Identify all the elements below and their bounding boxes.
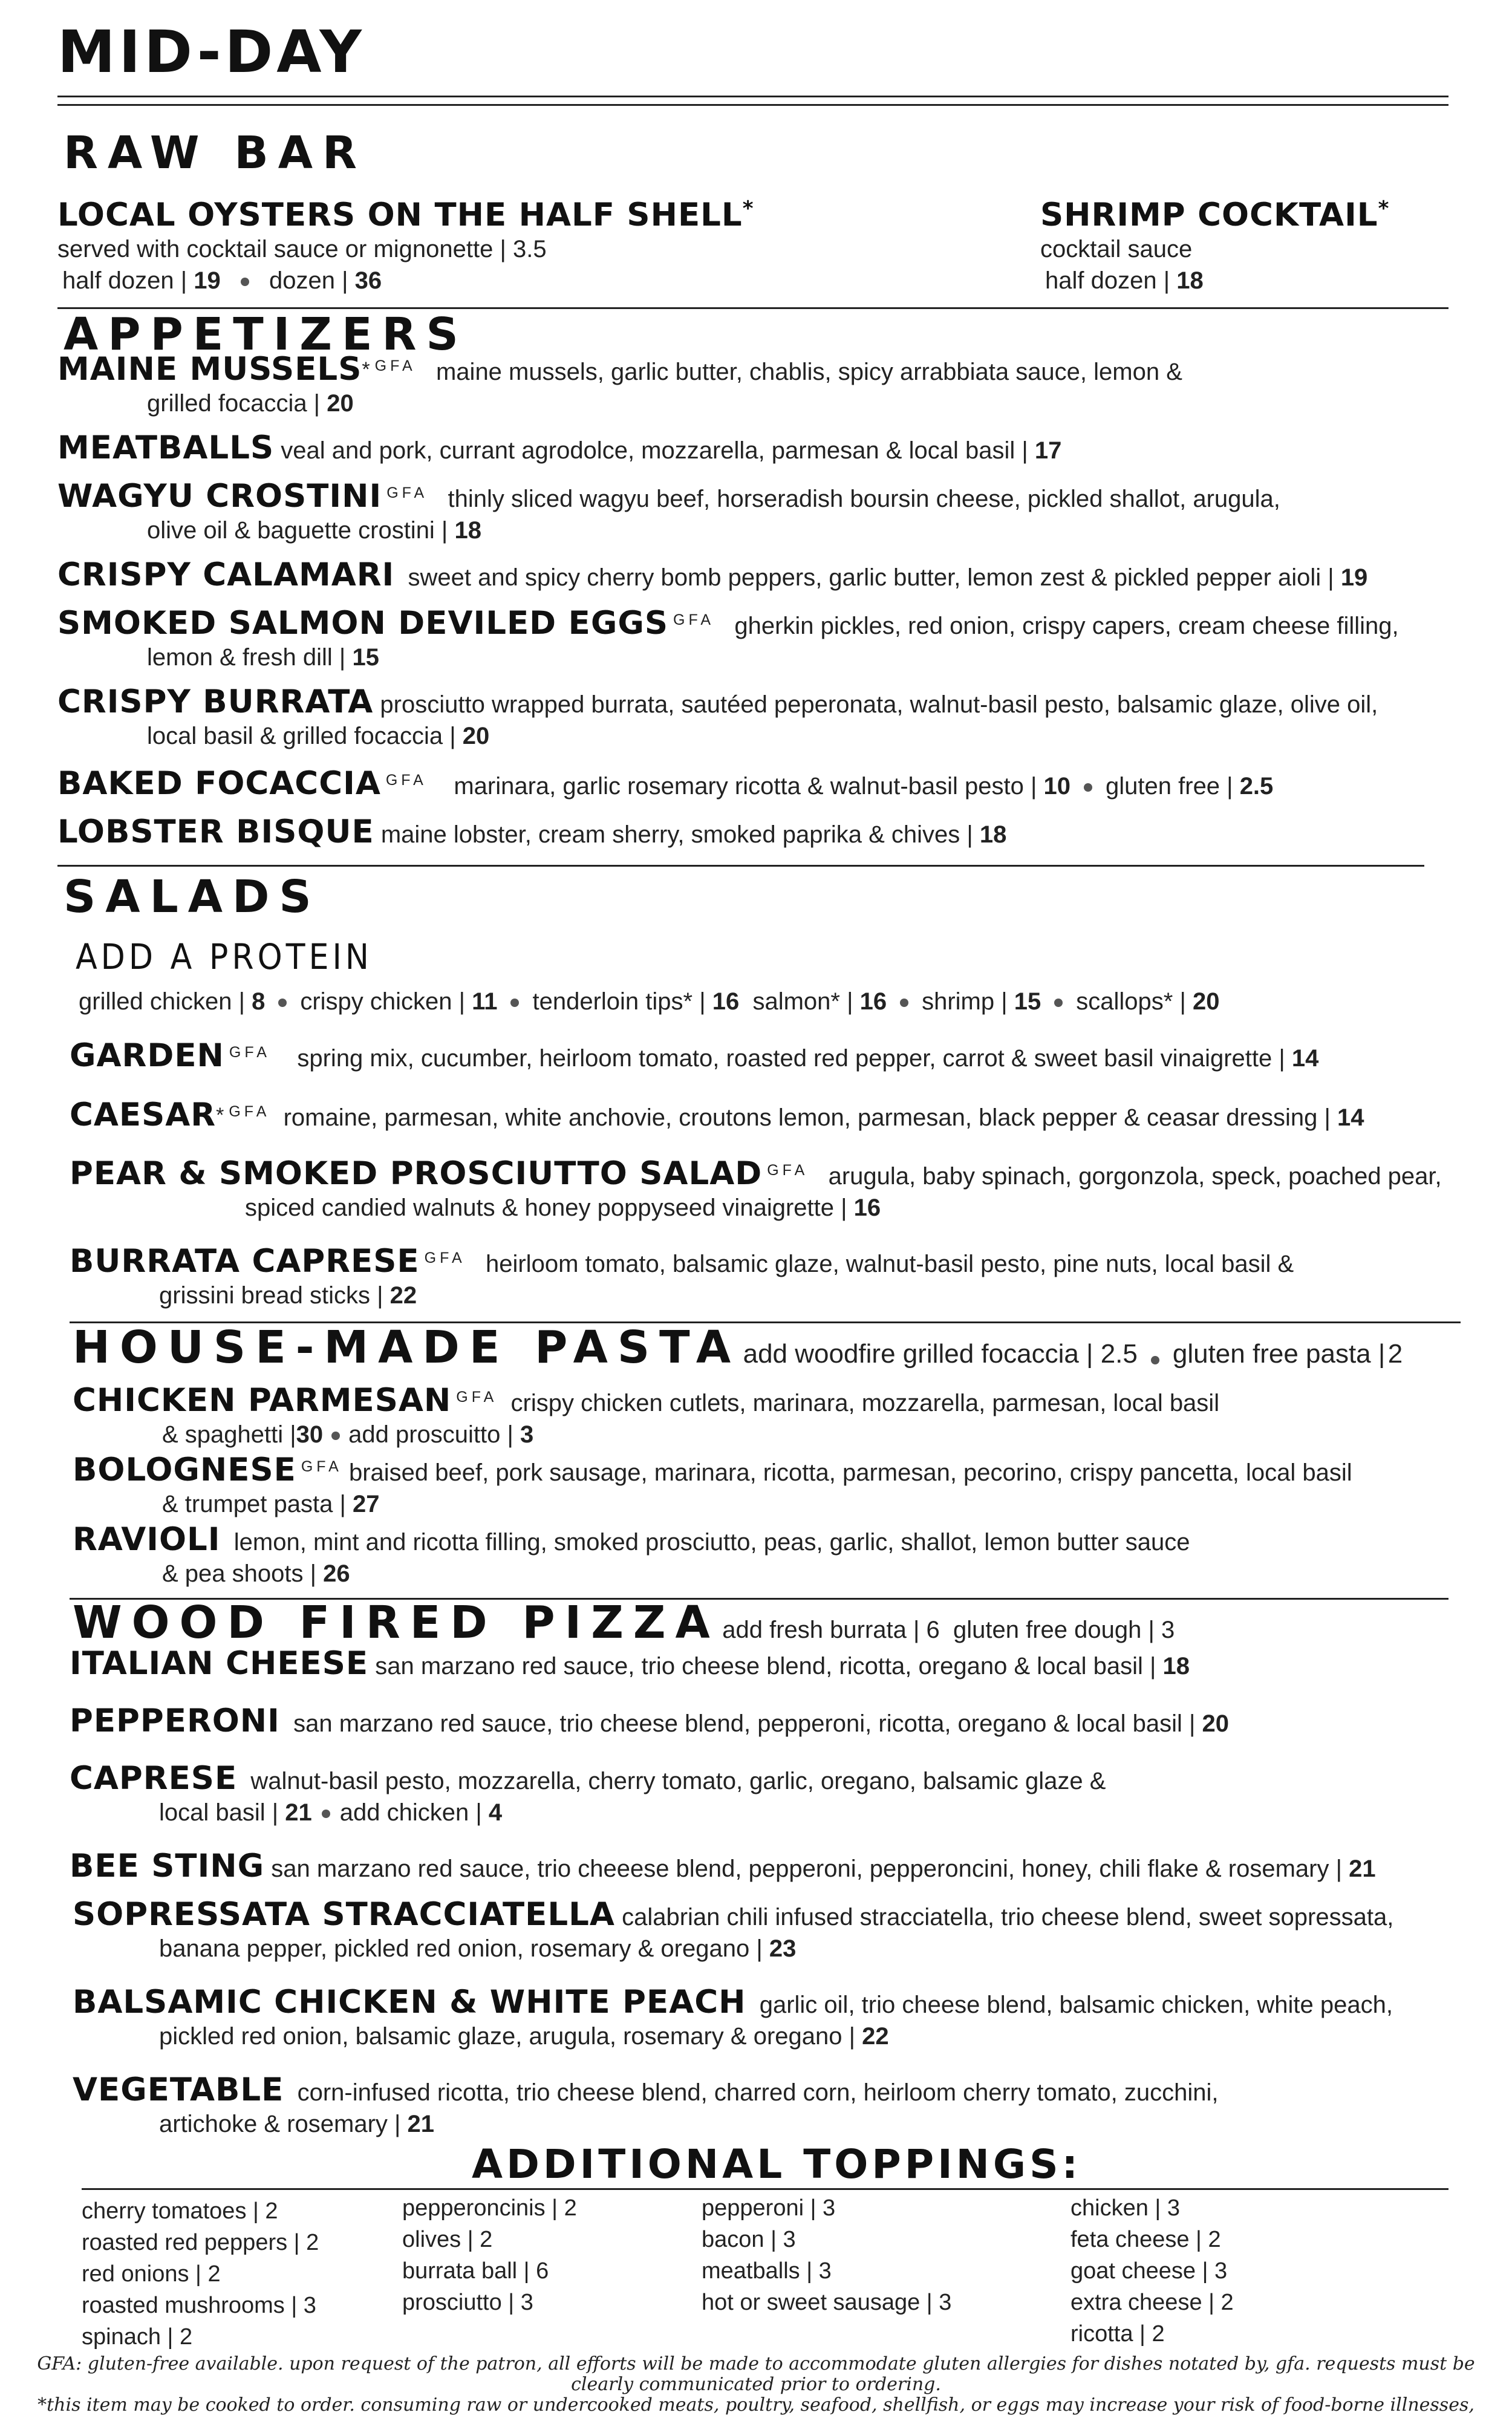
item-price: 20 xyxy=(462,723,490,749)
pasta-addon-gf-price: 2 xyxy=(1387,1339,1403,1369)
item-desc-cont: & pea shoots | xyxy=(162,1560,316,1587)
shrimp-name: SHRIMP COCKTAIL xyxy=(1040,197,1378,233)
item-name: MEATBALLS xyxy=(57,429,275,466)
item-desc: walnut-basil pesto, mozzarella, cherry tomato, garlic, oregano, balsamic glaze & xyxy=(250,1768,1106,1794)
salad-item xyxy=(70,1155,1461,1224)
pasta-addon-focaccia: add woodfire grilled focaccia | 2.5 xyxy=(743,1339,1138,1369)
gfa-tag: GFA xyxy=(374,357,416,374)
protein-item: grilled chicken | 8 xyxy=(79,988,266,1015)
item-desc-cont: spiced candied walnuts & honey poppyseed vinaigrette | xyxy=(245,1194,847,1221)
item-desc: veal and pork, currant agrodolce, mozzarella, parmesan & local basil | xyxy=(281,437,1028,464)
item-price: 27 xyxy=(353,1491,380,1517)
oysters-desc: served with cocktail sauce or mignonette | 3.5 xyxy=(57,236,547,262)
pasta-item xyxy=(73,1521,1464,1589)
shrimp-half-price: 18 xyxy=(1176,267,1204,294)
item-desc-cont: & trumpet pasta | xyxy=(162,1491,346,1517)
item-desc-cont: local basil | xyxy=(159,1799,279,1826)
topping-item: prosciutto | 3 xyxy=(402,2290,533,2315)
gfa-tag: GFA xyxy=(424,1250,466,1266)
item-desc: san marzano red sauce, trio cheese blend, pepperoni, ricotta, oregano & local basil | xyxy=(293,1710,1196,1737)
item-price: 23 xyxy=(769,1935,797,1962)
item-price: 20 xyxy=(1202,1710,1230,1737)
raw-mark: * xyxy=(216,1104,224,1127)
pasta-header xyxy=(73,1321,1403,1373)
appetizer-item xyxy=(57,351,1448,419)
item-name: BEE STING xyxy=(70,1848,265,1885)
gfa-tag: GFA xyxy=(229,1103,270,1120)
item-extra-price: 2.5 xyxy=(1239,773,1274,800)
oysters-dozen-price: 36 xyxy=(354,267,382,294)
item-extra-label: add proscuitto | xyxy=(348,1421,513,1448)
item-desc: sweet and spicy cherry bomb peppers, garlic butter, lemon zest & pickled pepper aioli | xyxy=(408,564,1334,591)
add-protein-heading: ADD A PROTEIN xyxy=(76,936,373,977)
item-desc: calabrian chili infused stracciatella, trio cheese blend, sweet sopressata, xyxy=(622,1904,1394,1931)
item-price: 18 xyxy=(979,821,1007,848)
item-desc-cont: grissini bread sticks | xyxy=(159,1282,383,1309)
item-name: WAGYU CROSTINI xyxy=(57,478,382,515)
separator-dot xyxy=(322,1810,330,1818)
pizza-item xyxy=(73,1984,1464,2052)
item-desc: prosciutto wrapped burrata, sautéed peperonata, walnut-basil pesto, balsamic glaze, olive oil, xyxy=(380,691,1378,718)
pizza-addon-burrata: add fresh burrata | 6 xyxy=(722,1617,940,1643)
salads-heading: SALADS xyxy=(64,871,321,923)
oysters-half-label: half dozen | xyxy=(62,267,187,294)
toppings-column xyxy=(402,2192,577,2318)
item-name: GARDEN xyxy=(70,1037,224,1074)
appetizer-item xyxy=(57,429,1448,466)
title-divider xyxy=(57,96,1448,97)
protein-item: salmon* | 16 xyxy=(752,988,887,1015)
raw-bar-heading: RAW BAR xyxy=(64,127,367,179)
item-price: 10 xyxy=(1043,773,1071,800)
item-name: SMOKED SALMON DEVILED EGGS xyxy=(57,605,668,642)
item-price: 18 xyxy=(454,517,481,544)
topping-item: pepperoni | 3 xyxy=(702,2195,836,2221)
item-price: 21 xyxy=(1349,1856,1376,1882)
item-name: CRISPY CALAMARI xyxy=(57,556,395,593)
toppings-divider xyxy=(82,2188,1448,2190)
separator-dot xyxy=(1084,783,1092,792)
item-desc: san marzano red sauce, trio cheeese blend, pepperoni, pepperoncini, honey, chili flake & rosemary | xyxy=(271,1856,1342,1882)
pizza-addon-gf: gluten free dough | 3 xyxy=(953,1617,1175,1643)
item-name: BOLOGNESE xyxy=(73,1452,296,1488)
gfa-tag: GFA xyxy=(673,611,715,628)
oysters-name: LOCAL OYSTERS ON THE HALF SHELL xyxy=(57,197,743,233)
topping-item: pepperoncinis | 2 xyxy=(402,2195,577,2221)
toppings-column xyxy=(1070,2192,1234,2350)
appetizers-heading: APPETIZERS xyxy=(64,308,468,360)
title-divider-2 xyxy=(57,104,1448,106)
gfa-tag: GFA xyxy=(456,1389,498,1406)
oysters-raw-mark: * xyxy=(742,197,754,221)
topping-item: hot or sweet sausage | 3 xyxy=(702,2290,952,2315)
pasta-addon-gf: gluten free pasta | xyxy=(1172,1339,1386,1369)
appetizer-item xyxy=(57,556,1448,593)
item-desc-cont: grilled focaccia | xyxy=(147,390,321,417)
salad-item xyxy=(70,1096,1461,1133)
gfa-disclaimer: GFA: gluten-free available. upon request of the patron, all efforts will be made to accommodate gluten allergies for dishes notated by, gfa. requests must be xyxy=(37,2353,1475,2374)
topping-item: extra cheese | 2 xyxy=(1070,2290,1234,2315)
item-price: 16 xyxy=(853,1194,881,1221)
pizza-item xyxy=(70,1703,1461,1739)
pizza-header xyxy=(73,1597,1175,1649)
item-name: CAESAR xyxy=(70,1096,217,1133)
item-desc: garlic oil, trio cheese blend, balsamic chicken, white peach, xyxy=(759,1992,1393,2018)
toppings-column xyxy=(82,2195,319,2353)
item-name: ITALIAN CHEESE xyxy=(70,1645,369,1682)
item-desc-cont: lemon & fresh dill | xyxy=(147,644,346,671)
pizza-heading: WOOD FIRED PIZZA xyxy=(73,1597,720,1649)
pizza-item xyxy=(70,1848,1473,1885)
separator-dot xyxy=(1054,999,1063,1007)
item-desc: maine mussels, garlic butter, chablis, spicy arrabbiata sauce, lemon & xyxy=(435,359,1182,385)
item-name: VEGETABLE xyxy=(73,2071,284,2108)
page-title: MID-DAY xyxy=(57,18,365,86)
shrimp-raw-mark: * xyxy=(1378,197,1390,221)
raw-food-disclaimer: *this item may be cooked to order. consuming raw or undercooked meats, poultry, seafood, shellfish, or eggs may increase your risk of food-borne illnesses, xyxy=(37,2394,1475,2416)
pizza-item xyxy=(73,1896,1464,1964)
footer-notes xyxy=(36,2354,1476,2416)
pizza-item xyxy=(70,1645,1461,1682)
topping-item: goat cheese | 3 xyxy=(1070,2258,1228,2284)
appetizer-item xyxy=(57,765,1448,802)
item-name: LOBSTER BISQUE xyxy=(57,813,374,850)
separator-dot xyxy=(510,999,519,1007)
salad-item xyxy=(70,1037,1461,1074)
pasta-item xyxy=(73,1452,1464,1520)
item-price: 26 xyxy=(323,1560,350,1587)
item-price: 22 xyxy=(389,1282,417,1309)
item-price: 15 xyxy=(352,644,379,671)
toppings-column xyxy=(702,2192,951,2318)
gfa-disclaimer-cont: clearly communicated prior to ordering. xyxy=(571,2374,941,2395)
topping-item: olives | 2 xyxy=(402,2227,493,2252)
pizza-item xyxy=(73,2071,1464,2140)
shrimp-desc: cocktail sauce xyxy=(1040,236,1193,262)
oysters-dozen-label: dozen | xyxy=(269,267,348,294)
item-desc: spring mix, cucumber, heirloom tomato, roasted red pepper, carrot & sweet basil vinaigrette | xyxy=(297,1045,1285,1072)
item-name: BAKED FOCACCIA xyxy=(57,765,381,802)
topping-item: cherry tomatoes | 2 xyxy=(82,2198,278,2224)
item-price: 18 xyxy=(1162,1653,1190,1680)
topping-item: burrata ball | 6 xyxy=(402,2258,549,2284)
item-desc: marinara, garlic rosemary ricotta & walnut-basil pesto | xyxy=(454,773,1037,800)
item-desc: braised beef, pork sausage, marinara, ricotta, parmesan, pecorino, crispy pancetta, local basil xyxy=(348,1459,1352,1486)
appetizer-item xyxy=(57,478,1448,546)
item-price: 14 xyxy=(1337,1104,1364,1131)
item-desc-cont: olive oil & baguette crostini | xyxy=(147,517,448,544)
item-desc: gherkin pickles, red onion, crispy capers, cream cheese filling, xyxy=(734,613,1399,639)
item-price: 21 xyxy=(407,2111,435,2137)
pizza-item xyxy=(70,1760,1461,1828)
protein-item: tenderloin tips* | 16 xyxy=(532,988,740,1015)
item-name: CRISPY BURRATA xyxy=(57,683,374,720)
item-desc: arugula, baby spinach, gorgonzola, speck, poached pear, xyxy=(828,1163,1442,1190)
protein-item: scallops* | 20 xyxy=(1076,988,1220,1015)
separator-dot xyxy=(331,1432,340,1440)
item-name: CHICKEN PARMESAN xyxy=(73,1382,452,1419)
item-name: PEPPERONI xyxy=(70,1703,280,1739)
topping-item: feta cheese | 2 xyxy=(1070,2227,1221,2252)
protein-list xyxy=(79,986,1219,1017)
topping-item: meatballs | 3 xyxy=(702,2258,832,2284)
topping-item: roasted red peppers | 2 xyxy=(82,2230,319,2255)
toppings-heading: ADDITIONAL TOPPINGS: xyxy=(472,2141,1082,2188)
item-desc-cont: artichoke & rosemary | xyxy=(159,2111,401,2137)
oysters-half-price: 19 xyxy=(194,267,221,294)
appetizer-item xyxy=(57,813,1448,850)
item-price: 30 xyxy=(296,1421,324,1448)
item-name: CAPRESE xyxy=(70,1760,238,1797)
item-extra-price: 3 xyxy=(520,1421,534,1448)
item-desc-cont: local basil & grilled focaccia | xyxy=(147,723,456,749)
separator-dot xyxy=(900,999,908,1007)
item-desc: heirloom tomato, balsamic glaze, walnut-basil pesto, pine nuts, local basil & xyxy=(485,1251,1294,1277)
item-desc: maine lobster, cream sherry, smoked paprika & chives | xyxy=(380,821,973,848)
separator-dot xyxy=(278,999,287,1007)
item-extra-label: gluten free | xyxy=(1106,773,1233,800)
topping-item: red onions | 2 xyxy=(82,2261,221,2287)
gfa-tag: GFA xyxy=(229,1044,270,1061)
shrimp-half-label: half dozen | xyxy=(1045,267,1170,294)
item-price: 17 xyxy=(1034,437,1062,464)
appetizer-item xyxy=(57,683,1461,752)
gfa-tag: GFA xyxy=(301,1458,342,1475)
item-desc: crispy chicken cutlets, marinara, mozzarella, parmesan, local basil xyxy=(510,1390,1220,1416)
item-desc-cont: pickled red onion, balsamic glaze, arugula, rosemary & oregano | xyxy=(159,2023,856,2050)
shrimp-item xyxy=(1040,197,1389,296)
item-price: 20 xyxy=(327,390,354,417)
raw-mark: * xyxy=(362,358,370,381)
topping-item: bacon | 3 xyxy=(702,2227,796,2252)
protein-item: crispy chicken | 11 xyxy=(300,988,498,1015)
item-desc-cont: banana pepper, pickled red onion, rosemary & oregano | xyxy=(159,1935,763,1962)
item-desc-cont: & spaghetti | xyxy=(162,1421,296,1448)
pasta-item xyxy=(73,1382,1464,1450)
appetizers-divider xyxy=(57,865,1424,867)
separator-dot xyxy=(241,278,249,286)
gfa-tag: GFA xyxy=(386,484,428,501)
oysters-item xyxy=(57,197,754,296)
separator-dot xyxy=(1151,1356,1159,1364)
item-name: RAVIOLI xyxy=(73,1521,221,1558)
item-name: MAINE MUSSELS xyxy=(57,351,362,388)
item-extra-label: add chicken | xyxy=(339,1799,482,1826)
item-name: BURRATA CAPRESE xyxy=(70,1243,420,1280)
item-desc: corn-infused ricotta, trio cheese blend, charred corn, heirloom cherry tomato, zucchini, xyxy=(297,2079,1219,2106)
salad-item xyxy=(70,1243,1461,1311)
topping-item: roasted mushrooms | 3 xyxy=(82,2293,316,2318)
item-name: PEAR & SMOKED PROSCIUTTO SALAD xyxy=(70,1155,763,1192)
appetizer-item xyxy=(57,605,1448,673)
item-extra-price: 4 xyxy=(488,1799,503,1826)
item-price: 22 xyxy=(862,2023,889,2050)
gfa-tag: GFA xyxy=(767,1162,809,1179)
protein-item: shrimp | 15 xyxy=(922,988,1041,1015)
item-price: 21 xyxy=(285,1799,312,1826)
pasta-heading: HOUSE-MADE PASTA xyxy=(73,1321,741,1373)
topping-item: spinach | 2 xyxy=(82,2324,193,2350)
item-desc: lemon, mint and ricotta filling, smoked prosciutto, peas, garlic, shallot, lemon butter sauce xyxy=(233,1529,1190,1556)
topping-item: chicken | 3 xyxy=(1070,2195,1180,2221)
item-desc: thinly sliced wagyu beef, horseradish boursin cheese, pickled shallot, arugula, xyxy=(448,486,1280,512)
topping-item: ricotta | 2 xyxy=(1070,2321,1165,2347)
item-price: 14 xyxy=(1291,1045,1319,1072)
gfa-tag: GFA xyxy=(385,772,427,789)
item-name: BALSAMIC CHICKEN & WHITE PEACH xyxy=(73,1984,746,2021)
item-desc: romaine, parmesan, white anchovie, croutons lemon, parmesan, black pepper & ceasar dressing | xyxy=(283,1104,1331,1131)
item-desc: san marzano red sauce, trio cheese blend, ricotta, oregano & local basil | xyxy=(375,1653,1156,1680)
item-price: 19 xyxy=(1340,564,1368,591)
item-name: SOPRESSATA STRACCIATELLA xyxy=(73,1896,615,1933)
